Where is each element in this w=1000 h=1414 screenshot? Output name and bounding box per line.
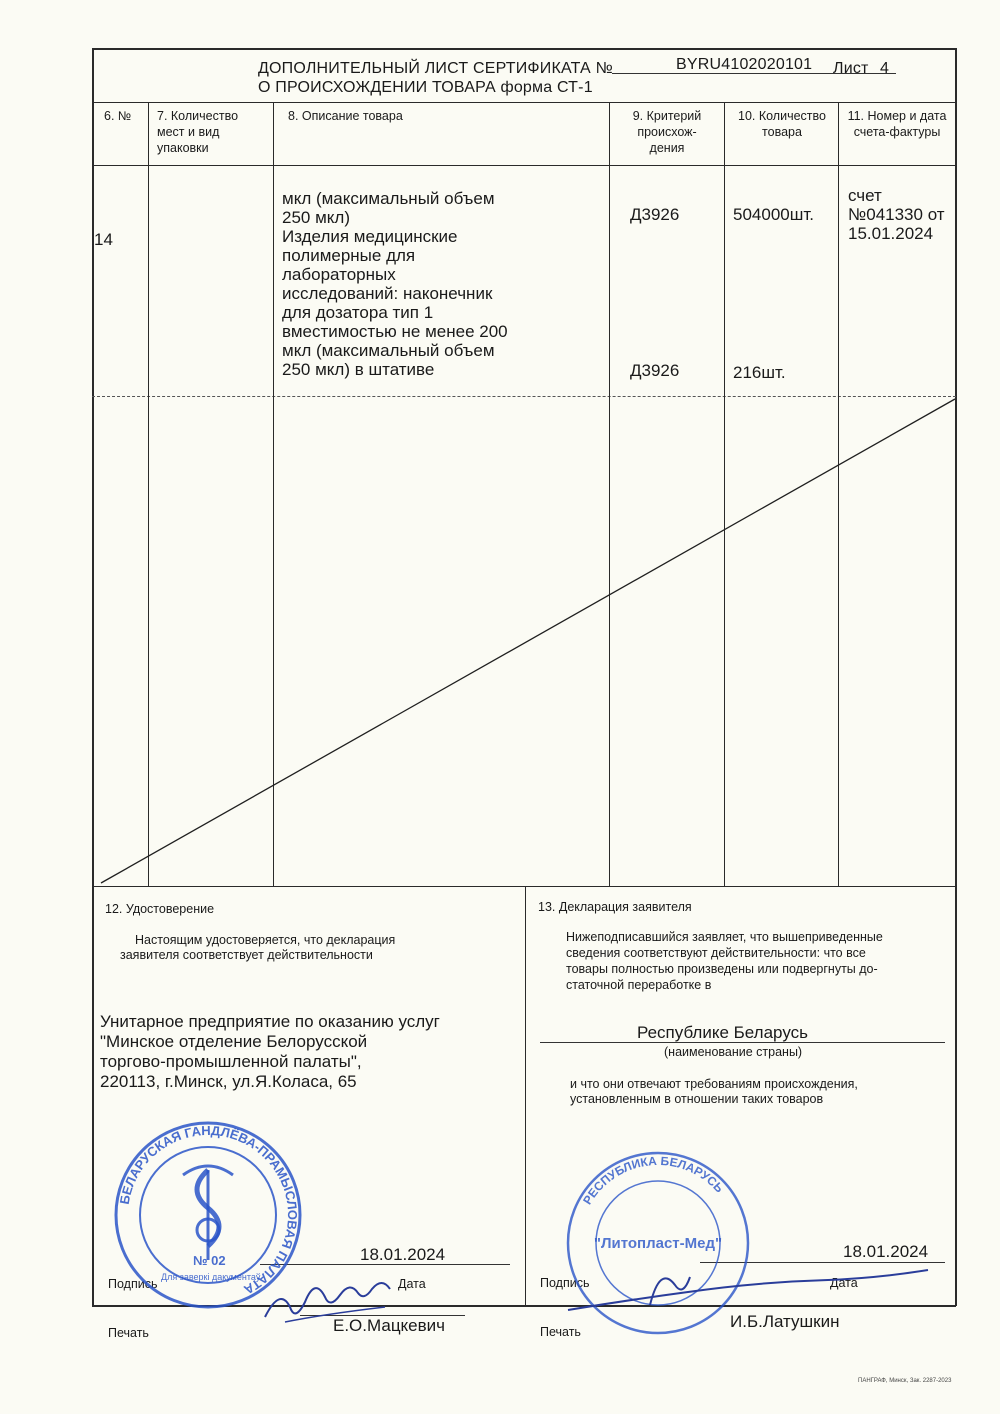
sheet-label: Лист: [833, 60, 869, 77]
section13-date: 18.01.2024: [843, 1242, 929, 1261]
chamber-stamp-ring-text: БЕЛАРУСКАЯ ГАНДЛЁВА-ПРАМЫСЛОВАЯ ПАЛАТА: [116, 1122, 301, 1298]
description-line: лабораторных: [282, 265, 396, 284]
section13-text2-line2: установленным в отношении таких товаров: [570, 1092, 824, 1106]
description-line: Изделия медицинские: [282, 227, 458, 246]
chamber-stamp-number: № 02: [193, 1253, 226, 1268]
certificate-number: BYRU4102020101: [676, 56, 813, 73]
section13-declaration: [566, 929, 946, 993]
description-line: 250 мкл) в штативе: [282, 360, 435, 379]
origin-country: Республике Беларусь: [637, 1023, 808, 1042]
declaration-line: сведения соответствуют действительности: что все: [566, 946, 866, 960]
section13-sign-label: Подпись: [540, 1276, 590, 1290]
description-line: мкл (максимальный объем: [282, 189, 495, 208]
criterion-1: Д3926: [630, 205, 680, 224]
section13-text2-line1: и что они отвечают требованиям происхождения,: [570, 1077, 858, 1091]
issuer-organization: [100, 1012, 520, 1092]
printer-note: ПАНГРАФ, Минск, Зак. 2287-2023: [858, 1378, 952, 1384]
col-header-invoice: 11. Номер и дата счета-фактуры: [847, 109, 947, 139]
declaration-line: Нижеподписавшийся заявляет, что вышеприведенные: [566, 930, 883, 944]
criterion-2: Д3926: [630, 361, 680, 380]
manufacturer-stamp-center-text: "Литопласт-Мед": [593, 1235, 723, 1252]
col-header-criterion: 9. Критерий происхож-дения: [632, 109, 702, 155]
declaration-line: товары полностью произведены или подвергнуты до-: [566, 962, 878, 976]
section12-text-line1: Настоящим удостоверяется, что декларация: [135, 933, 396, 947]
invoice-line: №041330 от: [848, 205, 945, 224]
declaration-line: статочной переработке в: [566, 978, 712, 992]
invoice-line: 15.01.2024: [848, 224, 934, 243]
description-line: исследований: наконечник: [282, 284, 493, 303]
org-line: "Минское отделение Белорусской: [100, 1032, 368, 1051]
col-header-quantity: 10. Количество товара: [738, 109, 826, 139]
section13-date-label: Дата: [830, 1276, 858, 1290]
certificate-title-line2: О ПРОИСХОЖДЕНИИ ТОВАРА форма СТ-1: [258, 79, 593, 96]
description-line: вместимостью не менее 200: [282, 322, 508, 341]
signature-latushkin: [560, 1255, 940, 1325]
section12-text-line2: заявителя соответствует действительности: [120, 948, 373, 962]
section13-signer: И.Б.Латушкин: [730, 1312, 840, 1331]
description-line: мкл (максимальный объем: [282, 341, 495, 360]
section12-title: 12. Удостоверение: [105, 902, 215, 916]
manufacturer-stamp-ring-text: РЕСПУБЛИКА БЕЛАРУСЬ: [580, 1153, 727, 1207]
bottom-section-divider: [525, 886, 526, 1306]
section12-date: 18.01.2024: [360, 1245, 446, 1264]
org-line: Унитарное предприятие по оказанию услуг: [100, 1012, 440, 1031]
section13-title: 13. Декларация заявителя: [538, 900, 692, 914]
col-header-description: 8. Описание товара: [288, 109, 403, 123]
org-line: торгово-промышленной палаты",: [100, 1052, 362, 1071]
row-number: 14: [94, 230, 113, 249]
origin-country-line: [540, 1042, 945, 1043]
signature-matskevich: [255, 1272, 395, 1332]
section13-stamp-label: Печать: [540, 1325, 581, 1339]
invoice-line: счет: [848, 186, 882, 205]
description-line: 250 мкл): [282, 208, 350, 227]
section12-signer: Е.О.Мацкевич: [333, 1316, 446, 1335]
chamber-stamp-bottom-text: Для заверкі дакументаў: [161, 1272, 261, 1282]
section12-sign-label: Подпись: [108, 1277, 158, 1291]
sheet-number: 4: [880, 60, 890, 77]
description-line: для дозатора тип 1: [282, 303, 434, 322]
quantity-2: 216шт.: [733, 363, 786, 382]
description-line: полимерные для: [282, 246, 416, 265]
col-header-number: 6. №: [104, 109, 132, 123]
quantity-1: 504000шт.: [733, 205, 814, 224]
certificate-title-line1: ДОПОЛНИТЕЛЬНЫЙ ЛИСТ СЕРТИФИКАТА №: [258, 60, 613, 77]
origin-country-caption: (наименование страны): [664, 1045, 803, 1059]
col-header-packages: 7. Количество мест и вид упаковки: [157, 109, 239, 155]
section12-date-label: Дата: [398, 1277, 426, 1291]
org-line: 220113, г.Минск, ул.Я.Коласа, 65: [100, 1072, 357, 1091]
section12-stamp-label: Печать: [108, 1326, 149, 1340]
